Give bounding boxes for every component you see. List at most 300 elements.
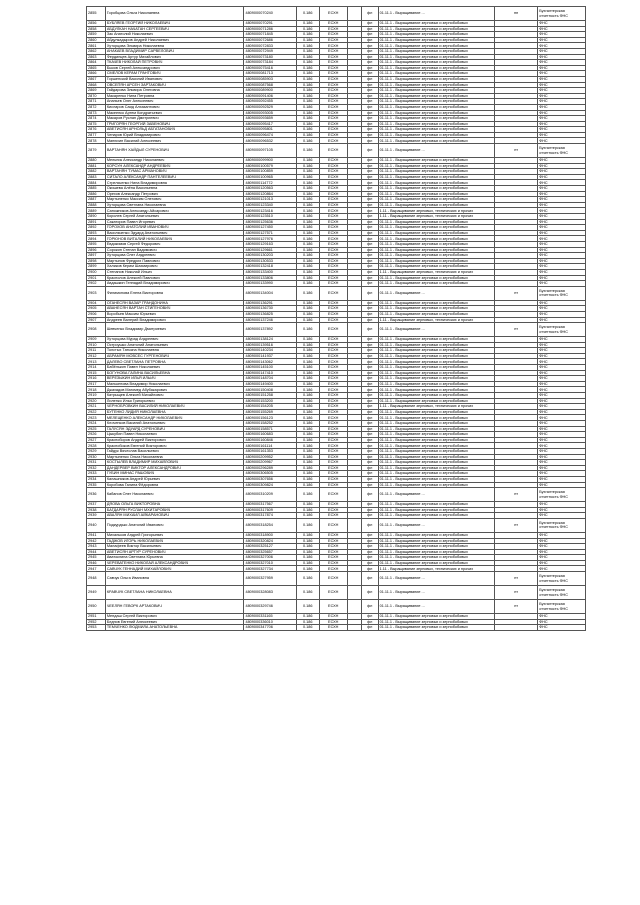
taxpayer-name: ЧЕЕЛЯН ГЕВОРК АРТАКОВИЧ — [105, 600, 244, 614]
tax-regime: ЕСХН — [319, 104, 347, 110]
inn-number: 4809000317567 — [244, 502, 296, 508]
inn-number: 4809000325657 — [244, 549, 296, 555]
taxpayer-name: Сакаторов Павел Игоревич — [105, 219, 244, 225]
source-org: ФНС — [538, 241, 586, 247]
okved-value: 0.186 — [296, 43, 319, 49]
activity-code: 01.11.1 - Выращивание зерновых и зернобобовых — [378, 116, 494, 122]
activity-code: 01.11.1 - Выращивание зерновых и зернобобовых — [378, 415, 494, 421]
activity-code: 1.11 - Выращивание зерновых, технических и прочих — [378, 214, 494, 220]
source-org: ФНС — [538, 275, 586, 281]
tax-regime: ЕСХН — [319, 544, 347, 550]
inn-number: 4809000133806 — [244, 275, 296, 281]
row-number: 2937 — [87, 502, 106, 508]
taxpayer-type: фл — [361, 202, 378, 208]
taxpayer-type: фл — [361, 482, 378, 488]
source-org: ФНС — [538, 132, 586, 138]
source-org: ФНС — [538, 225, 586, 231]
taxpayer-type: фл — [361, 93, 378, 99]
inn-number: 4809000123416 — [244, 208, 296, 214]
inn-number: 4809000296289 — [244, 465, 296, 471]
taxpayer-name: КОРСУН АЛЕКСАНДР АНДРЕЕВИЧ — [105, 163, 244, 169]
okved-value: 0.186 — [296, 502, 319, 508]
inn-number: 4809000091406 — [244, 93, 296, 99]
row-number: 2894 — [87, 236, 106, 242]
taxpayer-name: Фердинцев Артур Михайлович — [105, 54, 244, 60]
taxpayer-name: ВЕРЕЗЫКИН ИЛЬЯ ИЛЬИЧ — [105, 376, 244, 382]
source-org: ФНС — [538, 460, 586, 466]
taxpayer-type: фл — [361, 437, 378, 443]
inn-number: 4809000136825 — [244, 311, 296, 317]
row-number: 2867 — [87, 76, 106, 82]
row-number: 2923 — [87, 415, 106, 421]
row-number: 2900 — [87, 269, 106, 275]
source-org: ФНС — [538, 104, 586, 110]
taxpayer-name: Подкурдько Анатолий Иванович — [105, 518, 244, 532]
taxpayer-name: Макаров Руслан Дмитриевич — [105, 116, 244, 122]
inn-number: 4809000137246 — [244, 317, 296, 323]
taxpayer-type: фл — [361, 518, 378, 532]
source-org: ФНС — [538, 21, 586, 27]
taxpayer-name: ЧЕРНОБРОВКИН ВАСИЛИЙ НИКОЛАЕВИЧ — [105, 404, 244, 410]
tax-regime: ЕСХН — [319, 300, 347, 306]
row-number: 2892 — [87, 225, 106, 231]
taxpayer-name: Зак Анатолий Николаевич — [105, 32, 244, 38]
tax-regime: ЕСХН — [319, 110, 347, 116]
inn-number: 4809000127571 — [244, 230, 296, 236]
taxpayer-type: фл — [361, 586, 378, 600]
taxpayer-name: ЧЕРЕВАТЕНКО НИКОЛАЙ АЛЕКСАНДРОВИЧ — [105, 560, 244, 566]
inn-number: 4809000096474 — [244, 132, 296, 138]
activity-code: 01.11.1 - Выращивание зерновых и зернобобовых — [378, 104, 494, 110]
tax-regime: ЕСХН — [319, 342, 347, 348]
tax-regime: ЕСХН — [319, 482, 347, 488]
row-number: 2869 — [87, 88, 106, 94]
activity-code: 01.11.1 - Выращивание ... — [378, 7, 494, 21]
tax-regime: ЕСХН — [319, 323, 347, 337]
taxpayer-type: фл — [361, 43, 378, 49]
table-row — [87, 625, 586, 631]
registry-rows — [87, 7, 586, 631]
activity-code: 01.11.1 - Выращивание зерновых и зернобобовых — [378, 342, 494, 348]
inn-number: 4809000087568 — [244, 82, 296, 88]
status-value — [495, 625, 538, 631]
source-org: ФНС — [538, 619, 586, 625]
tax-regime: ЕСХН — [319, 370, 347, 376]
source-org: ФНС — [538, 186, 586, 192]
activity-code: 01.11.1 - Выращивание зерновых и зернобобовых — [378, 37, 494, 43]
okved-value: 0.186 — [296, 300, 319, 306]
source-org: ФНС — [538, 264, 586, 270]
taxpayer-type: фл — [361, 359, 378, 365]
inn-number: 4809000156123 — [244, 415, 296, 421]
okved-value: 0.186 — [296, 241, 319, 247]
inn-number: 4809000137892 — [244, 323, 296, 337]
taxpayer-type: фл — [361, 532, 378, 538]
source-org: ФНС — [538, 476, 586, 482]
tax-regime: ЕСХН — [319, 116, 347, 122]
taxpayer-name: ГУБИН МИНАС РАШОВИЧ — [105, 471, 244, 477]
taxpayer-type: фл — [361, 82, 378, 88]
row-number: 2861 — [87, 43, 106, 49]
inn-number: 4809000123510 — [244, 214, 296, 220]
tax-regime: ЕСХН — [319, 348, 347, 354]
taxpayer-type: фл — [361, 158, 378, 164]
taxpayer-name: Горшенский Василий Иванович — [105, 76, 244, 82]
activity-code: 01.11.1 - Выращивание зерновых и зернобобовых — [378, 625, 494, 631]
tax-regime: ЕСХН — [319, 471, 347, 477]
taxpayer-type: фл — [361, 110, 378, 116]
inn-number: 4809000209952 — [244, 454, 296, 460]
inn-number: 4809000100965 — [244, 174, 296, 180]
taxpayer-type: фл — [361, 513, 378, 519]
inn-number: 4809000071845 — [244, 32, 296, 38]
inn-number: 4809000089900 — [244, 88, 296, 94]
row-number: 2863 — [87, 54, 106, 60]
source-org: ФНС — [538, 387, 586, 393]
taxpayer-name: ВАРТАНЯН ТУМАС АРМАНОВИЧ — [105, 169, 244, 175]
tax-regime: ЕСХН — [319, 247, 347, 253]
inn-number: 4809000328083 — [244, 586, 296, 600]
row-number: 2936 — [87, 488, 106, 502]
table-row — [87, 144, 586, 158]
activity-code: 1.11 - Выращивание зерновых, технических и прочих — [378, 269, 494, 275]
taxpayer-type: фл — [361, 432, 378, 438]
okved-value: 0.186 — [296, 76, 319, 82]
taxpayer-type: фл — [361, 219, 378, 225]
source-org: ФНС — [538, 566, 586, 572]
source-org: ФНС — [538, 454, 586, 460]
row-number: 2906 — [87, 311, 106, 317]
inn-number: 4809000147410 — [244, 370, 296, 376]
activity-code: 01.11.1 - Выращивание зерновых и зернобобовых — [378, 169, 494, 175]
row-number: 2940 — [87, 518, 106, 532]
row-number: 2856 — [87, 21, 106, 27]
row-number: 2924 — [87, 421, 106, 427]
activity-code: 01.11.1 - Выращивание зерновых и зернобобовых — [378, 253, 494, 259]
tax-regime: ЕСХН — [319, 138, 347, 144]
tax-regime: ЕСХН — [319, 518, 347, 532]
tax-regime: ЕСХН — [319, 415, 347, 421]
activity-code: 01.11.1 - Выращивание зерновых и зернобобовых — [378, 186, 494, 192]
row-number: 2952 — [87, 619, 106, 625]
row-number: 2907 — [87, 317, 106, 323]
taxpayer-type: фл — [361, 121, 378, 127]
table-row — [87, 518, 586, 532]
tax-regime: ЕСХН — [319, 538, 347, 544]
source-org: ФНС — [538, 538, 586, 544]
source-org: ФНС — [538, 158, 586, 164]
taxpayer-name: Беднов Евгений Алексеевич — [105, 619, 244, 625]
source-org: ФНС — [538, 37, 586, 43]
activity-code: 01.11.1 - Выращивание зерновых и зернобобовых — [378, 236, 494, 242]
taxpayer-type: фл — [361, 191, 378, 197]
row-number: 2939 — [87, 513, 106, 519]
source-org: ФНС — [538, 443, 586, 449]
row-number: 2890 — [87, 214, 106, 220]
okved-value: 0.186 — [296, 230, 319, 236]
inn-number: 4809000329746 — [244, 600, 296, 614]
taxpayer-name: АВАНЕСЯН ВАРТАН СТИГЕНОВИЧ — [105, 306, 244, 312]
okved-value: 0.186 — [296, 269, 319, 275]
tax-regime: ЕСХН — [319, 507, 347, 513]
inn-number: 4809000134004 — [244, 286, 296, 300]
activity-code: 01.11.1 - Выращивание зерновых и зернобобовых — [378, 619, 494, 625]
okved-value: 0.186 — [296, 476, 319, 482]
okved-value: 0.186 — [296, 465, 319, 471]
source-org: ФНС — [538, 236, 586, 242]
inn-number: 4809000309824 — [244, 482, 296, 488]
source-org: ФНС — [538, 60, 586, 66]
source-org: ФНС — [538, 121, 586, 127]
row-number: 2948 — [87, 572, 106, 586]
source-org: ФНС — [538, 300, 586, 306]
okved-value: 0.186 — [296, 138, 319, 144]
taxpayer-name: Макаренко Нина Петровна — [105, 93, 244, 99]
source-org: Бухгалтерская отчетность ФНС — [538, 7, 586, 21]
tax-regime: ЕСХН — [319, 393, 347, 399]
row-number: 2865 — [87, 65, 106, 71]
activity-code: 01.11.1 - Выращивание зерновых и зернобобовых — [378, 538, 494, 544]
tax-regime: ЕСХН — [319, 365, 347, 371]
row-number: 2916 — [87, 376, 106, 382]
taxpayer-type: фл — [361, 127, 378, 133]
activity-code: 01.11.1 - Выращивание зерновых и зернобобовых — [378, 409, 494, 415]
row-number: 2884 — [87, 180, 106, 186]
empty-cell — [347, 144, 361, 158]
okved-value: 0.186 — [296, 365, 319, 371]
source-org: ФНС — [538, 88, 586, 94]
source-org: Бухгалтерская отчетность ФНС — [538, 144, 586, 158]
source-org: ФНС — [538, 376, 586, 382]
tax-regime: ЕСХН — [319, 186, 347, 192]
source-org: ФНС — [538, 353, 586, 359]
tax-regime: ЕСХН — [319, 132, 347, 138]
activity-code: 01.11.1 - Выращивание зерновых и зернобобовых — [378, 460, 494, 466]
row-number: 2898 — [87, 258, 106, 264]
tax-regime: ЕСХН — [319, 230, 347, 236]
okved-value: 0.186 — [296, 127, 319, 133]
row-number: 2929 — [87, 448, 106, 454]
taxpayer-name: Мельник Александр Николаевич — [105, 158, 244, 164]
okved-value: 0.186 — [296, 432, 319, 438]
inn-number: 4809000133990 — [244, 281, 296, 287]
inn-number: 4809000130203 — [244, 253, 296, 259]
taxpayer-name: Хуторцова Олег Андреевич — [105, 253, 244, 259]
tax-regime: ЕСХН — [319, 169, 347, 175]
okved-value: 0.186 — [296, 337, 319, 343]
row-number: 2910 — [87, 342, 106, 348]
inn-number: 4809000120563 — [244, 186, 296, 192]
source-org: ФНС — [538, 502, 586, 508]
taxpayer-type: фл — [361, 544, 378, 550]
row-number: 2915 — [87, 370, 106, 376]
inn-number: 4809000317874 — [244, 513, 296, 519]
row-number: 2885 — [87, 186, 106, 192]
taxpayer-name: ДАЛЕВО СВЕТЛАНА ПЕТРОВНА — [105, 359, 244, 365]
row-number: 2896 — [87, 247, 106, 253]
source-org: ФНС — [538, 404, 586, 410]
tax-regime: ЕСХН — [319, 476, 347, 482]
source-org: ФНС — [538, 43, 586, 49]
source-org: ФНС — [538, 381, 586, 387]
taxpayer-type: фл — [361, 476, 378, 482]
tax-regime: ЕСХН — [319, 158, 347, 164]
activity-code: 01.11.1 - Выращивание зерновых и зернобобовых — [378, 197, 494, 203]
source-org: ФНС — [538, 426, 586, 432]
table-row — [87, 600, 586, 614]
tax-regime: ЕСХН — [319, 99, 347, 105]
tax-regime: ЕСХН — [319, 7, 347, 21]
table-row — [87, 488, 586, 502]
okved-value: 0.186 — [296, 625, 319, 631]
source-org: ФНС — [538, 415, 586, 421]
source-org: ФНС — [538, 230, 586, 236]
activity-code: 01.11.1 - Выращивание зерновых и зернобобовых — [378, 281, 494, 287]
taxpayer-type: фл — [361, 60, 378, 66]
okved-value: 0.186 — [296, 99, 319, 105]
tax-regime: ЕСХН — [319, 353, 347, 359]
source-org: Бухгалтерская отчетность ФНС — [538, 323, 586, 337]
tax-regime: ЕСХН — [319, 258, 347, 264]
source-org: ФНС — [538, 482, 586, 488]
taxpayer-name: БОГУНОВА ГАЛИНА ВАСИЛЬЕВНА — [105, 370, 244, 376]
inn-number: 4809000307656 — [244, 476, 296, 482]
row-number: 2942 — [87, 538, 106, 544]
tax-regime: ЕСХН — [319, 566, 347, 572]
inn-number: 4809000149400 — [244, 381, 296, 387]
activity-code: 01.11.1 - Выращивание зерновых и зернобобовых — [378, 191, 494, 197]
tax-regime: ЕСХН — [319, 376, 347, 382]
activity-code: 01.11.1 - Выращивание зерновых и зернобобовых — [378, 258, 494, 264]
activity-code: 01.11.1 - Выращивание зерновых и зернобобовых — [378, 219, 494, 225]
empty-cell — [347, 586, 361, 600]
okved-value: 0.186 — [296, 258, 319, 264]
okved-value: 0.186 — [296, 163, 319, 169]
taxpayer-name: Чепаров Юрий Владимирович — [105, 132, 244, 138]
tax-regime: ЕСХН — [319, 82, 347, 88]
row-number: 2855 — [87, 7, 106, 21]
taxpayer-type: фл — [361, 258, 378, 264]
taxpayer-type: фл — [361, 619, 378, 625]
inn-number: 4809000325127 — [244, 544, 296, 550]
tax-regime: ЕСХН — [319, 311, 347, 317]
tax-regime: ЕСХН — [319, 180, 347, 186]
table-row — [87, 286, 586, 300]
row-number: 2889 — [87, 208, 106, 214]
taxpayer-name: КОСТЫЛЕВ ВЛАДИМИР МИХАЙЛОВИЧ — [105, 460, 244, 466]
inn-number: 4809000336010 — [244, 619, 296, 625]
row-number: 2914 — [87, 365, 106, 371]
taxpayer-type: фл — [361, 264, 378, 270]
activity-code: 01.11.1 - Выращивание зерновых и зернобобовых — [378, 370, 494, 376]
taxpayer-name: Мартыненко Максим Олегович — [105, 197, 244, 203]
taxpayer-name: Калашников Андрей Юрьевич — [105, 476, 244, 482]
tax-regime: ЕСХН — [319, 513, 347, 519]
taxpayer-name: Кисларов Саид Алхазантович — [105, 104, 244, 110]
taxpayer-type: фл — [361, 104, 378, 110]
inn-number: 4809000095417 — [244, 121, 296, 127]
source-org: ФНС — [538, 138, 586, 144]
taxpayer-name: Ананьев Олег Алексеевич — [105, 99, 244, 105]
okved-value: 0.186 — [296, 471, 319, 477]
row-number: 2893 — [87, 230, 106, 236]
status-value: нт — [495, 323, 538, 337]
empty-cell — [347, 572, 361, 586]
activity-code: 1.11 - Выращивание зерновых, технических и прочих — [378, 566, 494, 572]
taxpayer-name: Красноборов Андрей Викторович — [105, 437, 244, 443]
taxpayer-name: Остроушко Анатолий Анатольевич — [105, 342, 244, 348]
taxpayer-type: фл — [361, 247, 378, 253]
activity-code: 01.11.1 - Выращивание зерновых и зернобобовых — [378, 225, 494, 231]
taxpayer-type: фл — [361, 306, 378, 312]
inn-number: 4809000121013 — [244, 197, 296, 203]
row-number: 2922 — [87, 409, 106, 415]
inn-number: 4809000161114 — [244, 443, 296, 449]
status-value: нт — [495, 572, 538, 586]
okved-value: 0.186 — [296, 560, 319, 566]
okved-value: 0.186 — [296, 404, 319, 410]
taxpayer-type: фл — [361, 460, 378, 466]
tax-regime: ЕСХН — [319, 555, 347, 561]
taxpayer-type: фл — [361, 236, 378, 242]
taxpayer-type: фл — [361, 300, 378, 306]
source-org: ФНС — [538, 398, 586, 404]
inn-number: 4809000158252 — [244, 421, 296, 427]
okved-value: 0.186 — [296, 169, 319, 175]
inn-number: 4809000150408 — [244, 387, 296, 393]
okved-value: 0.186 — [296, 544, 319, 550]
taxpayer-name: Сапожников Александр Айсарович — [105, 208, 244, 214]
empty-cell — [347, 323, 361, 337]
taxpayer-type: фл — [361, 387, 378, 393]
inn-number: 4809000331165 — [244, 614, 296, 620]
row-number: 2926 — [87, 432, 106, 438]
source-org: ФНС — [538, 507, 586, 513]
taxpayer-name: Аватоклина Светлана Юрьевна — [105, 555, 244, 561]
row-number: 2882 — [87, 169, 106, 175]
tax-regime: ЕСХН — [319, 71, 347, 77]
inn-number: 4809000160846 — [244, 437, 296, 443]
row-number: 2858 — [87, 26, 106, 32]
taxpayer-type: фл — [361, 253, 378, 259]
source-org: ФНС — [538, 614, 586, 620]
tax-regime: ЕСХН — [319, 127, 347, 133]
taxpayer-type: фл — [361, 144, 378, 158]
row-number: 2938 — [87, 507, 106, 513]
activity-code: 01.11.1 - Выращивание зерновых и зернобобовых — [378, 54, 494, 60]
taxpayer-name: ОВСЕПЯН АРСЕН ЗАРТАКОВИЧ — [105, 82, 244, 88]
okved-value: 0.186 — [296, 387, 319, 393]
taxpayer-name: Абдулкадыров Андрей Николаевич — [105, 37, 244, 43]
activity-code: 01.11.1 - Выращивание зерновых и зернобобовых — [378, 471, 494, 477]
okved-value: 0.186 — [296, 454, 319, 460]
tax-regime: ЕСХН — [319, 560, 347, 566]
tax-regime: ЕСХН — [319, 448, 347, 454]
tax-regime: ЕСХН — [319, 426, 347, 432]
taxpayer-name: Филимонова Елена Викторовна — [105, 286, 244, 300]
taxpayer-type: фл — [361, 538, 378, 544]
inn-number: 4809000092455 — [244, 99, 296, 105]
inn-number: 4809000099900 — [244, 158, 296, 164]
okved-value: 0.186 — [296, 158, 319, 164]
okved-value: 0.186 — [296, 104, 319, 110]
okved-value: 0.186 — [296, 619, 319, 625]
row-number: 2933 — [87, 471, 106, 477]
row-number: 2928 — [87, 443, 106, 449]
inn-number: 4809000073184 — [244, 60, 296, 66]
activity-code: 01.11.1 - Выращивание зерновых и зернобобовых — [378, 180, 494, 186]
activity-code: 01.11.1 - Выращивание зерновых и зернобобовых — [378, 174, 494, 180]
